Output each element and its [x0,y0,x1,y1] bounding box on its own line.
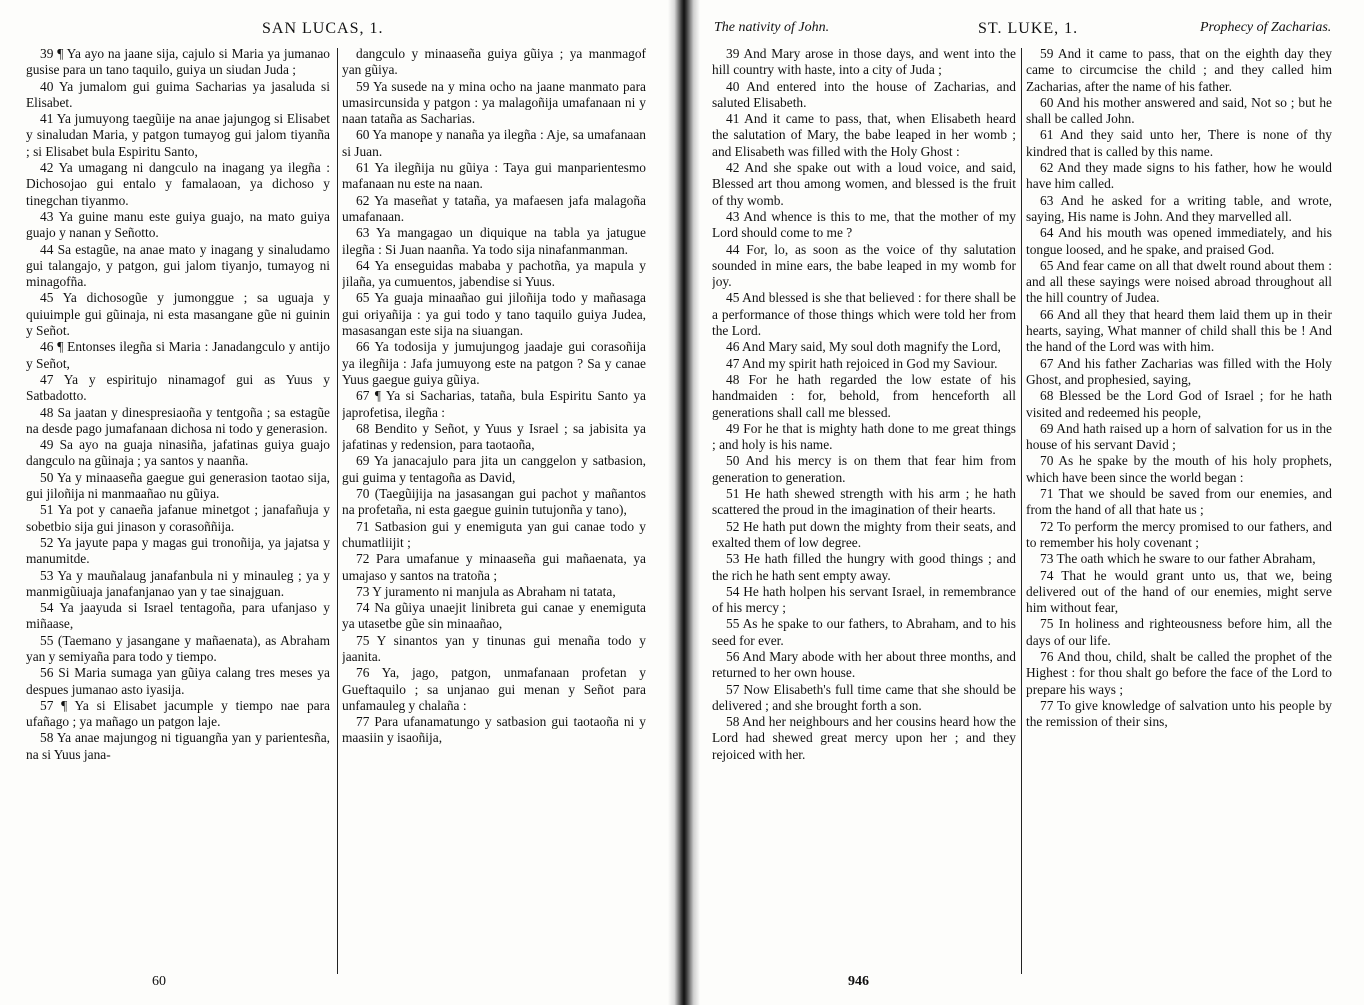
verse: 70 As he spake by the mouth of his holy prophets, which have been since the world began : [1026,453,1332,485]
verse: 69 And hath raised up a horn of salvation for us in the house of his servant David ; [1026,420,1332,453]
page-number: 60 [152,974,166,989]
verse: 43 And whence is this to me, that the mother of my Lord should come to me ? [712,208,1016,241]
verse: 74 Na gũiya unaejit linibreta gui canae y enemiguta ya utasetbe gũe sin minaañao, [342,600,646,632]
verse: 62 Ya maseñat y tataña, ya mafaesen jafa malagoña umafanaan. [342,192,646,224]
verse: 63 And he asked for a writing table, and wrote, saying, His name is John. And they marvelled all. [1026,192,1332,224]
verse: 76 Ya, jago, patgon, unmafanaan profetan y Gueftaquilo ; sa unjanao gui menan y Señot para unfamauleg y chalaña : [342,665,646,713]
verse: 51 Ya pot y canaeña jafanue minetgot ; janafañuja y sobetbio sija gui jinason y corasoññija. [26,502,330,534]
verse: 44 Sa estagũe, na anae mato y inagang y sinaludamo gui talangajo, y patgon, gui jalom tiyanjo, tumayog ni minagofña. [26,241,330,290]
verse: 55 As he spake to our fathers, to Abraham, and to his seed for ever. [712,616,1016,648]
verse: 48 Sa jaatan y dinespresiaoña y tentgoña ; sa estagũe na desde pago jumafanaan dichosa ni todo y generasion. [26,404,330,436]
verse: 71 Satbasion gui y enemiguta yan gui canae todo y chumatliijit ; [342,518,646,550]
verse: 51 He hath shewed strength with his arm ; he hath scattered the proud in the imagination of their hearts. [712,486,1016,518]
running-header: ST. LUKE, 1. [978,20,1079,37]
column-left-2 [342,46,646,974]
verse: 60 Ya manope y nanaña ya ilegña : Aje, sa umafanaan si Juan. [342,127,646,159]
book-gutter [668,0,700,1005]
verse: 67 And his father Zacharias was filled with the Holy Ghost, and prophesied, saying, [1026,355,1332,387]
verse: 45 And blessed is she that believed : for there shall be a performance of those things which were told her from the Lord. [712,290,1016,339]
verse: dangculo y minaaseña guiya gũiya ; ya manmagof yan gũiya. [342,46,646,78]
verse: 77 Para ufanamatungo y satbasion gui taotaoña ni y maasiin y isaoñija, [342,714,646,746]
verse: 65 Ya guaja minaañao gui jiloñija todo y mañasaga gui oriyañija : ya gui todo y tano taquilo guiya Judea, masasangan este sija na siuangan. [342,290,646,339]
verse: 56 And Mary abode with her about three months, and returned to her own house. [712,648,1016,681]
verse: 60 And his mother answered and said, Not so ; but he shall be called John. [1026,94,1332,127]
verse: 59 And it came to pass, that on the eighth day they came to circumcise the child ; and they called him Zacharias, after the name of his father. [1026,46,1332,94]
verse: 39 ¶ Ya ayo na jaane sija, cajulo si Maria ya jumanao gusise para un tano taquilo, guiya un siudan Juda ; [26,46,330,78]
verse: 49 For he that is mighty hath done to me great things ; and holy is his name. [712,420,1016,453]
verse: 44 For, lo, as soon as the voice of thy salutation sounded in mine ears, the babe leaped in my womb for joy. [712,241,1016,290]
verse: 42 And she spake out with a loud voice, and said, Blessed art thou among women, and blessed is the fruit of thy womb. [712,160,1016,208]
verse: 62 And they made signs to his father, how he would have him called. [1026,160,1332,192]
verse: 77 To give knowledge of salvation unto his people by the remission of their sins, [1026,697,1332,730]
verse: 64 And his mouth was opened immediately, and his tongue loosed, and he spake, and praised God. [1026,225,1332,257]
verse: 58 And her neighbours and her cousins heard how the Lord had shewed great mercy upon her ; and they rejoiced with her. [712,714,1016,762]
verse: 55 (Taemano y jasangane y mañaenata), as Abraham yan y semiyaña para todo y tiempo. [26,632,330,664]
header-right: Prophecy of Zacharias. [1200,20,1332,35]
verse: 74 That he would grant unto us, that we, being delivered out of the hand of our enemies, might serve him without fear, [1026,567,1332,616]
verse: 56 Si Maria sumaga yan gũiya calang tres meses ya despues jumanao asto iyasija. [26,665,330,697]
verse: 66 Ya todosija y jumujungog jaadaje gui corasoñija ya ilegñija : Jafa jumuyong este na patgon ? Sa y canae Yuus gaegue guiya gũiya. [342,339,646,387]
page-number: 946 [848,974,869,989]
column-left-1 [26,46,330,974]
verse: 53 He hath filled the hungry with good things ; and the rich he hath sent empty away. [712,551,1016,583]
verse: 53 Ya y mauñalaug janafanbula ni y minauleg ; ya y manmigũiuaja janafanjanao yan y tae sinajguan. [26,567,330,599]
verse: 47 Ya y espiritujo ninamagof gui as Yuus y Satbadotto. [26,371,330,404]
verse: 61 Ya ilegñija nu gũiya : Taya gui manparientesmo mafanaan nu este na naan. [342,160,646,192]
verse: 49 Sa ayo na guaja ninasiña, jafatinas guiya guajo dangculo na gũinaja ; ya santos y naanña. [26,437,330,469]
verse: 42 Ya umagang ni dangculo na inagang ya ilegña : Dichosojao gui entalo y famalaoan, ya dichoso y tinegchan tiyanmo. [26,160,330,208]
verse: 57 Now Elisabeth's full time came that she should be delivered ; and she brought forth a son. [712,681,1016,713]
verse: 45 Ya dichosogũe y jumonggue ; sa uguaja y quiuimple gui gũinaja, ni esta masangane gũe ni guinin y Señot. [26,290,330,339]
verse: 50 Ya y minaaseña gaegue gui generasion taotao sija, gui jiloñija ni manmaañao nu gũiya. [26,469,330,502]
verse: 57 ¶ Ya si Elisabet jacumple y tiempo nae para ufañago ; ya mañago un patgon laje. [26,697,330,730]
verse: 64 Ya enseguidas mababa y pachotña, ya mapula y jilaña, ya cumuentos, jabendise si Yuus. [342,257,646,290]
verse: 43 Ya guine manu este guiya guajo, na mato guiya guajo y nanan y Señotto. [26,208,330,241]
column-rule [337,48,338,974]
verse: 40 And entered into the house of Zacharias, and saluted Elisabeth. [712,78,1016,110]
column-right-1 [712,46,1016,974]
verse: 72 Para umafanue y minaaseña gui mañaenata, ya umajaso y santos na tratoña ; [342,551,646,583]
verse: 75 Y sinantos yan y tinunas gui menaña todo y jaanita. [342,632,646,664]
verse: 47 And my spirit hath rejoiced in God my Saviour. [726,355,998,371]
right-page [700,0,1364,1005]
verse: 73 The oath which he sware to our father Abraham, [1040,551,1316,567]
verse: 40 Ya jumalom gui guima Sacharias ya jasaluda si Elisabet. [26,78,330,110]
verse: 54 He hath holpen his servant Israel, in remembrance of his mercy ; [712,583,1016,616]
verse: 59 Ya susede na y mina ocho na jaane manmato para umasircunsida y patgon : ya malagoñija umafanaan ni y naan tataña as Sacharias. [342,78,646,127]
verse: 68 Bendito y Señot, y Yuus y Israel ; sa jabisita ya jafatinas y redension, para taotaoña, [342,420,646,453]
verse: 65 And fear came on all that dwelt round about them : and all these sayings were noised abroad throughout all the hill country of Judea. [1026,257,1332,306]
verse: 48 For he hath regarded the low estate of his handmaiden : for, behold, from henceforth all generations shall call me blessed. [712,371,1016,420]
column-right-2 [1026,46,1332,974]
verse: 66 And all they that heard them laid them up in their hearts, saying, What manner of child shall this be ! And the hand of the Lord was with him. [1026,306,1332,355]
verse: 58 Ya anae majungog ni tiguangña yan y parientesña, na si Yuus jana- [26,730,330,762]
verse: 73 Y juramento ni manjula as Abraham ni tatata, [356,583,616,599]
column-rule [1021,48,1022,974]
verse: 68 Blessed be the Lord God of Israel ; for he hath visited and redeemed his people, [1026,388,1332,420]
verse: 39 And Mary arose in those days, and went into the hill country with haste, into a city of Juda ; [712,46,1016,78]
verse: 41 Ya jumuyong taegũije na anae jajungog si Elisabet y sinaludan Maria, y patgon tumayog gui jalom tiyanña ; si Elisabet bula Espiritu Santo, [26,111,330,159]
running-header: SAN LUCAS, 1. [262,20,384,37]
verse: 52 He hath put down the mighty from their seats, and exalted them of low degree. [712,518,1016,550]
left-page [0,0,668,1005]
verse: 61 And they said unto her, There is none of thy kindred that is called by this name. [1026,127,1332,159]
verse: 70 (Taegũijija na jasasangan gui pachot y mañantos na profetaña, ni esta gaegue guinin tutujonña y tano), [342,486,646,518]
verse: 72 To perform the mercy promised to our fathers, and to remember his holy covenant ; [1026,518,1332,550]
verse: 41 And it came to pass, that, when Elisabeth heard the salutation of Mary, the babe leaped in her womb ; and Elisabeth was filled with the Holy Ghost : [712,111,1016,159]
verse: 46 ¶ Entonses ilegña si Maria : Janadangculo y antijo y Señot, [26,339,330,371]
verse: 63 Ya mangagao un diquique na tabla ya jatugue ilegña : Si Juan naanña. Ya todo sija ninafanmanman. [342,225,646,257]
header-left: The nativity of John. [714,20,830,35]
verse: 76 And thou, child, shalt be called the prophet of the Highest : for thou shalt go before the face of the Lord to prepare his ways ; [1026,648,1332,697]
verse: 69 Ya janacajulo para jita un canggelon y satbasion, gui guima y tentagoña as David, [342,453,646,485]
verse: 75 In holiness and righteousness before him, all the days of our life. [1026,616,1332,648]
verse: 52 Ya jayute papa y magas gui tronoñija, ya jajatsa y manumitde. [26,534,330,567]
verse: 50 And his mercy is on them that fear him from generation to generation. [712,453,1016,485]
verse: 67 ¶ Ya si Sacharias, tataña, bula Espiritu Santo ya japrofetisa, ilegña : [342,388,646,420]
verse: 54 Ya jaayuda si Israel tentagoña, para ufanjaso y miñaase, [26,600,330,632]
verse: 71 That we should be saved from our enemies, and from the hand of all that hate us ; [1026,486,1332,518]
verse: 46 And Mary said, My soul doth magnify the Lord, [726,339,1001,355]
